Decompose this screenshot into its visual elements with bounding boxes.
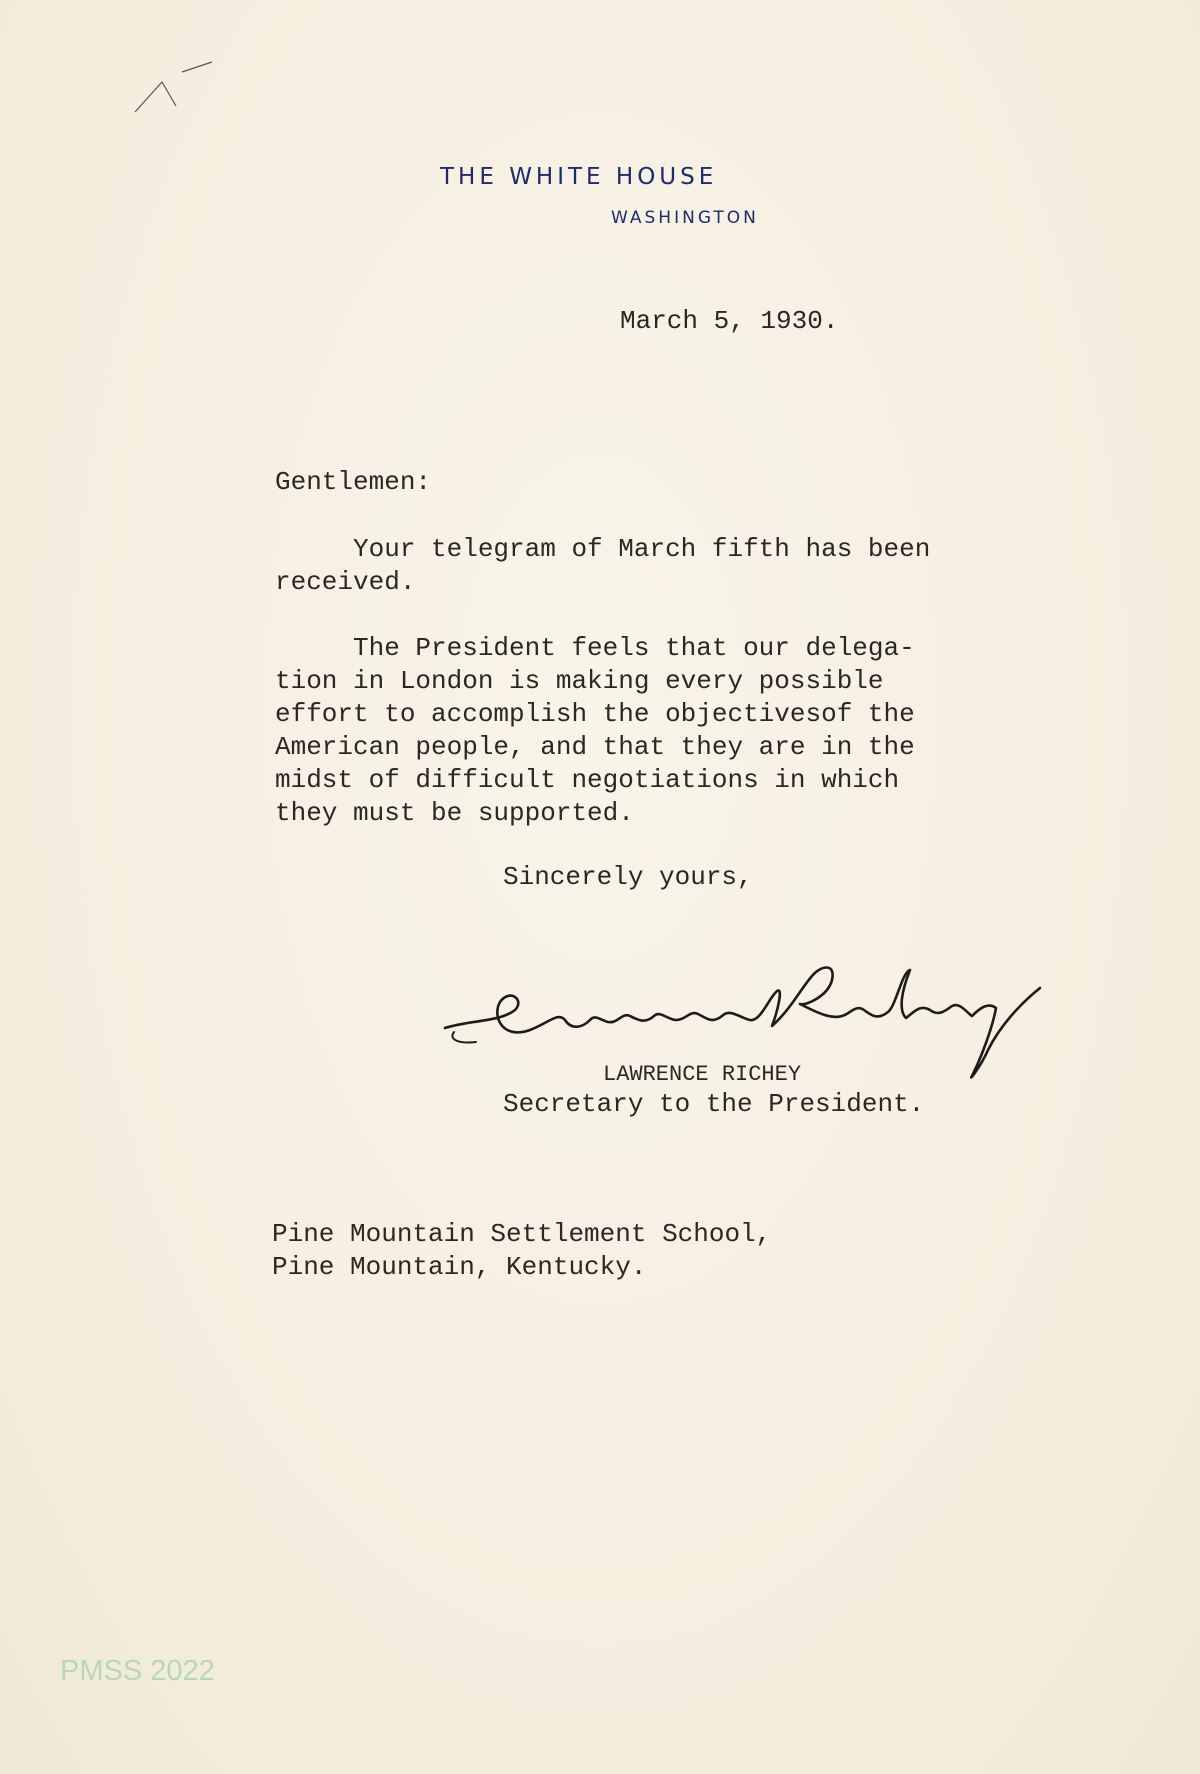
paragraph-2: The President feels that our delega- tion in London is making every possible effort to accomplish the objectivesof the American people, and that they are in the midst of difficult negotiations in which they must be supported. — [275, 633, 915, 828]
signer-name: LAWRENCE RICHEY — [603, 1062, 802, 1087]
salutation: Gentlemen: — [275, 467, 432, 497]
closing: Sincerely yours, — [503, 862, 753, 892]
letter-date: March 5, 1930. — [620, 306, 839, 336]
letterhead-title: THE WHITE HOUSE — [440, 164, 718, 190]
archive-watermark: PMSS 2022 — [60, 1655, 215, 1687]
paragraph-1: Your telegram of March fifth has been received. — [275, 534, 931, 597]
signer-title: Secretary to the President. — [503, 1089, 925, 1119]
pencil-mark — [130, 60, 220, 120]
recipient-address: Pine Mountain Settlement School, Pine Mountain, Kentucky. — [272, 1219, 772, 1282]
letterhead-city: WASHINGTON — [611, 208, 759, 228]
